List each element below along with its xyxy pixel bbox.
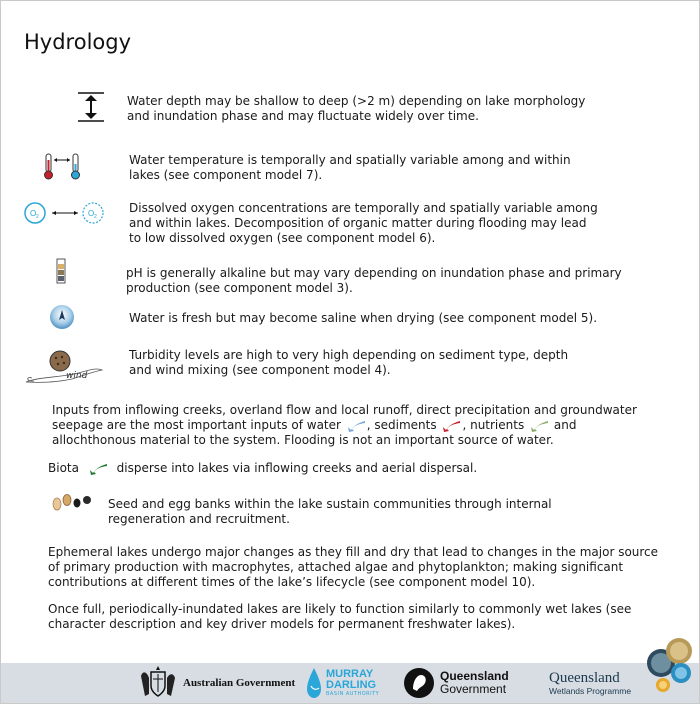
australian-government-logo (137, 665, 295, 701)
inputs-text-part4: and allochthonous material to the system. Flooding is not an important source of water. (52, 418, 577, 447)
inputs-text-part1: Inputs from inflowing creeks, overland flow and local runoff, direct precipitation and groundwater seepage are the most important inputs of water (52, 403, 637, 432)
government-text: Government (440, 682, 507, 696)
svg-text:O: O (88, 209, 95, 218)
coat-of-arms-icon (137, 666, 179, 700)
footer-logo-bar (1, 663, 699, 703)
ph-strip-icon (56, 258, 66, 284)
svg-text:2: 2 (36, 214, 39, 220)
inputs-text-part3: , nutrients (462, 418, 525, 432)
dissolved-oxygen-icon (22, 200, 108, 226)
thermometer-icon (40, 152, 84, 182)
darling-text: DARLING (326, 679, 377, 691)
inputs-text (52, 403, 652, 448)
salinity-text: Water is fresh but may become saline when drying (see component model 5). (129, 311, 598, 325)
ph-text: pH is generally alkaline but may vary depending on inundation phase and primary production (see component model 3). (126, 266, 622, 295)
ephemeral-lakes-paragraph: Ephemeral lakes undergo major changes as they fill and dry that lead to changes in the major source of primary production with macrophytes, attached algae and phytoplankton; making significant contributions at different times of the lake’s lifecycle (see component model 10). (48, 545, 659, 589)
queensland-text: Queensland (440, 669, 509, 683)
svg-text:O: O (30, 209, 37, 218)
biota-label: Biota (48, 461, 79, 475)
nutrient-input-arrow-icon (528, 419, 550, 433)
qwp-title-text: Queensland (549, 669, 620, 686)
australian-government-text: Australian Government (183, 677, 296, 689)
biota-arrow-icon (87, 462, 109, 476)
murray-text: MURRAY (326, 668, 374, 680)
seedbank-text: Seed and egg banks within the lake sustain communities through internal regeneration and recruitment. (108, 497, 552, 526)
queensland-government-logo (403, 665, 509, 701)
seed-egg-bank-icon (50, 492, 94, 512)
svg-text:wind: wind (66, 371, 88, 381)
page-title: Hydrology (24, 30, 132, 54)
depth-text: Water depth may be shallow to deep (>2 m) depending on lake morphology and inundation phase and may fluctuate widely over time. (127, 94, 586, 123)
depth-arrow-icon (76, 91, 106, 123)
turbidity-text: Turbidity levels are high to very high depending on sediment type, depth and wind mixing (see component model 4). (129, 348, 569, 377)
water-input-arrow-icon (345, 419, 367, 433)
oxygen-text: Dissolved oxygen concentrations are temporally and spatially variable among and within lakes. Decomposition of organic matter during flooding may lead to low dissolved oxygen (see component model 6). (129, 201, 598, 245)
murray-darling-logo (305, 664, 379, 702)
water-drop-icon (305, 666, 323, 700)
biota-description: disperse into lakes via inflowing creeks and aerial dispersal. (116, 461, 478, 475)
sediment-input-arrow-icon (440, 419, 462, 433)
queensland-wetlands-programme-logo (549, 665, 631, 701)
salinity-crystal-icon (48, 304, 76, 330)
wetlands-circles-icon (641, 635, 699, 703)
queensland-emblem-icon (403, 667, 435, 699)
temperature-text: Water temperature is temporally and spatially variable among and within lakes (see component model 7). (129, 153, 571, 182)
wind-turbidity-icon (22, 348, 106, 386)
qwp-subtitle-text: Wetlands Programme (549, 685, 632, 696)
basin-authority-text: BASIN AUTHORITY (326, 691, 380, 697)
periodically-inundated-paragraph: Once full, periodically-inundated lakes are likely to function similarly to commonly wet lakes (see character description and key driver models for permanent freshwater lakes). (48, 602, 632, 631)
inputs-text-part2: , sediments (366, 418, 437, 432)
biota-text (48, 461, 648, 476)
svg-text:2: 2 (94, 214, 97, 220)
